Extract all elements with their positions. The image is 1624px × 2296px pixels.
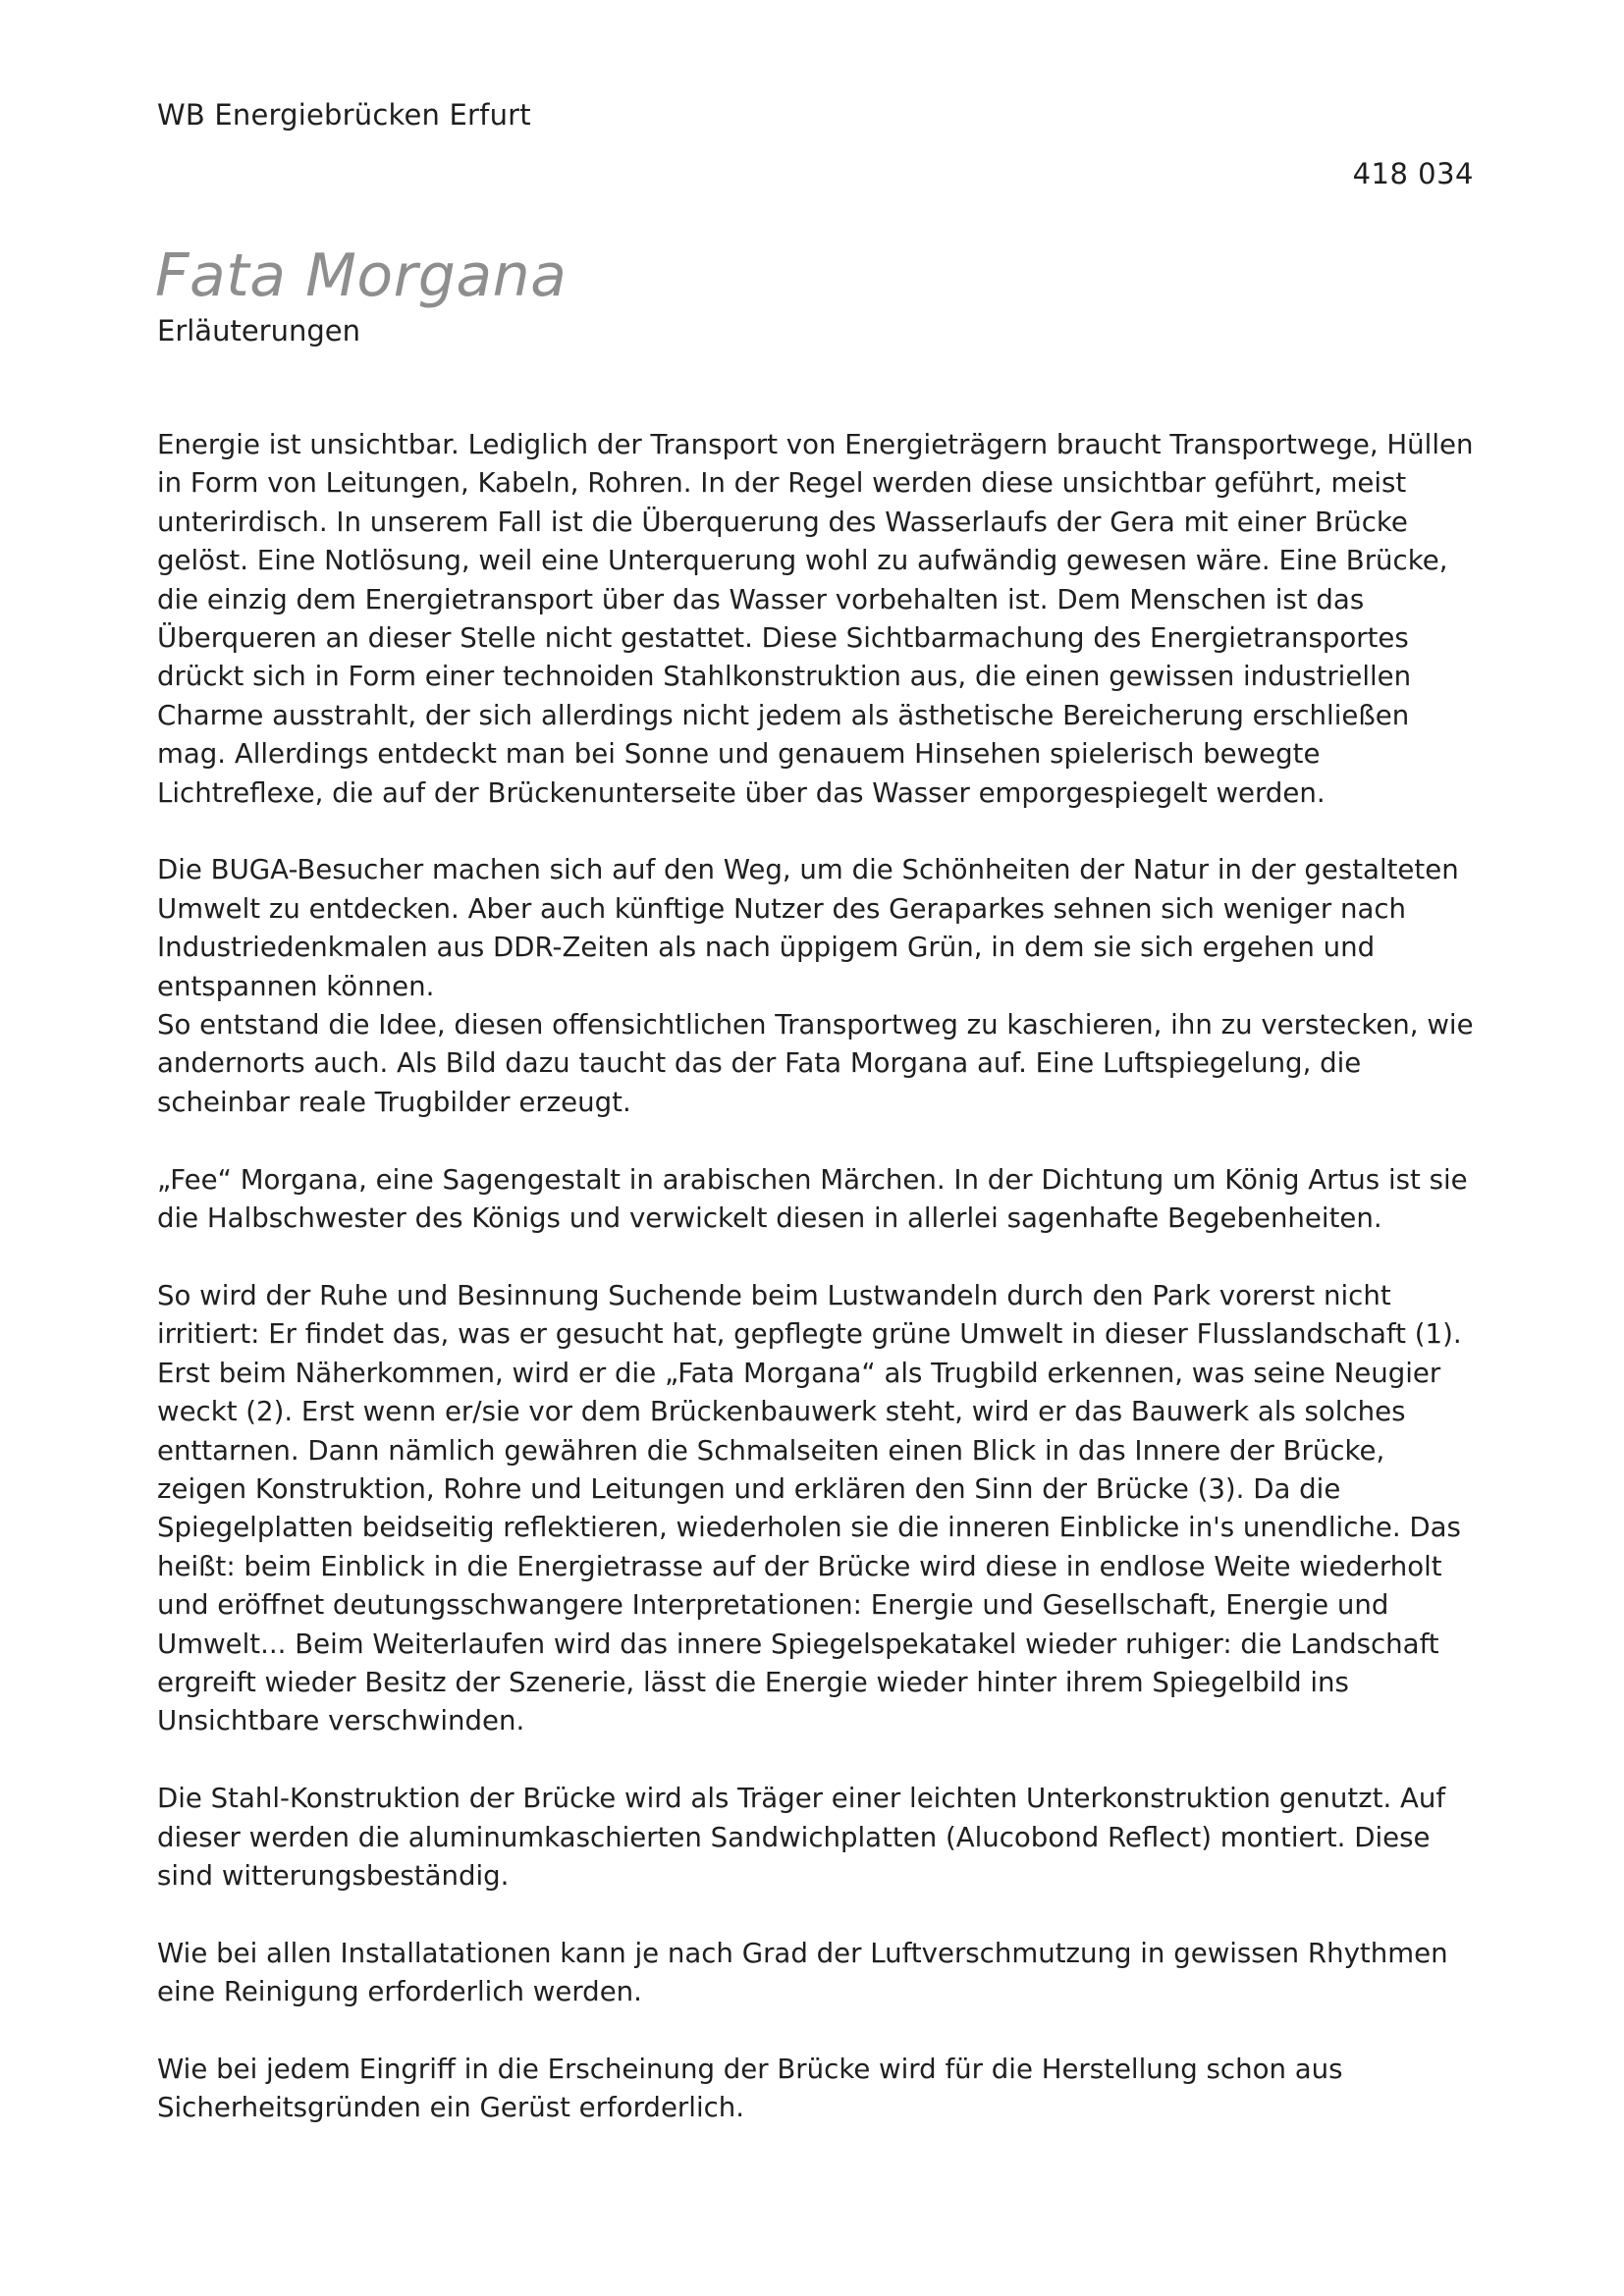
paragraph: Wie bei allen Installatationen kann je nach Grad der Luftverschmutzung in gewissen Rhythmen eine Reinigung erforderlich werden. xyxy=(157,1936,1448,2008)
paragraph: Wie bei jedem Eingriff in die Erscheinung der Brücke wird für die Herstellung schon aus Sicherheitsgründen ein Gerüst erforderlich. xyxy=(157,2052,1343,2124)
body-text xyxy=(157,425,1483,2165)
paragraph: Energie ist unsichtbar. Lediglich der Transport von Energieträgern braucht Transportwege, Hüllen in Form von Leitungen, Kabeln, Rohren. In der Regel werden diese unsichtbar geführt, meist unterirdisch. In unserem Fall ist die Überquerung des Wasserlaufs der Gera mit einer Brücke gelöst. Eine Notlösung, weil eine Unterquerung wohl zu aufwändig gewesen wäre. Eine Brücke, die einzig dem Energietransport über das Wasser vorbehalten ist. Dem Menschen ist das Überqueren an dieser Stelle nicht gestattet. Diese Sichtbarmachung des Energietransportes drückt sich in Form einer technoiden Stahlkonstruktion aus, die einen gewissen industriellen Charme ausstrahlt, der sich allerdings nicht jedem als ästhetische Bereicherung erschließen mag. Allerdings entdeckt man bei Sonne und genauem Hinsehen spielerisch bewegte Lichtreflexe, die auf der Brückenunterseite über das Wasser emporgespiegelt werden. xyxy=(157,428,1474,809)
document-subtitle: Erläuterungen xyxy=(157,314,360,347)
paragraph: Die Stahl-Konstruktion der Brücke wird als Träger einer leichten Unterkonstruktion genutzt. Auf dieser werden die aluminumkaschierten Sandwichplatten (Alucobond Reflect) montiert. Diese sind witterungsbeständig. xyxy=(157,1782,1446,1892)
paragraph: So entstand die Idee, diesen offensichtlichen Transportweg zu kaschieren, ihn zu verstecken, wie andernorts auch. Als Bild dazu taucht das der Fata Morgana auf. Eine Luftspiegelung, die scheinbar reale Trugbilder erzeugt. xyxy=(157,1008,1474,1118)
paragraph: So wird der Ruhe und Besinnung Suchende beim Lustwandeln durch den Park vorerst nicht irritiert: Er findet das, was er gesucht hat, gepflegte grüne Umwelt in dieser Flusslandschaft (1). Erst beim Näherkommen, wird er die „Fata Morgana“ als Trugbild erkennen, was seine Neugier weckt (2). Erst wenn er/sie vor dem Brückenbauwerk steht, wird er das Bauwerk als solches enttarnen. Dann nämlich gewähren die Schmalseiten einen Blick in das Innere der Brücke, zeigen Konstruktion, Rohre und Leitungen und erklären den Sinn der Brücke (3). Da die Spiegelplatten beidseitig reflektieren, wiederholen sie die inneren Einblicke in's unendliche. Das heißt: beim Einblick in die Energietrasse auf der Brücke wird diese in endlose Weite wiederholt und eröffnet deutungsschwangere Interpretationen: Energie und Gesellschaft, Energie und Umwelt... Beim Weiterlaufen wird das innere Spiegelspekatakel wieder ruhiger: die Landschaft ergreift wieder Besitz der Szenerie, lässt die Energie wieder hinter ihrem Spiegelbild ins Unsichtbare verschwinden. xyxy=(157,1278,1462,1737)
paragraph: „Fee“ Morgana, eine Sagengestalt in arabischen Märchen. In der Dichtung um König Artus ist sie die Halbschwester des Königs und verwickelt diesen in allerlei sagenhafte Begebenheiten. xyxy=(157,1162,1468,1235)
project-name: WB Energiebrücken Erfurt xyxy=(157,98,531,132)
document-title: Fata Morgana xyxy=(155,241,568,310)
document-number: 418 034 xyxy=(1352,157,1474,190)
paragraph: Die BUGA-Besucher machen sich auf den Weg, um die Schönheiten der Natur in der gestalteten Umwelt zu entdecken. Aber auch künftige Nutzer des Geraparkes sehnen sich weniger nach Industriedenkmalen aus DDR-Zeiten als nach üppigem Grün, in dem sie sich ergehen und entspannen können. xyxy=(157,853,1459,1002)
